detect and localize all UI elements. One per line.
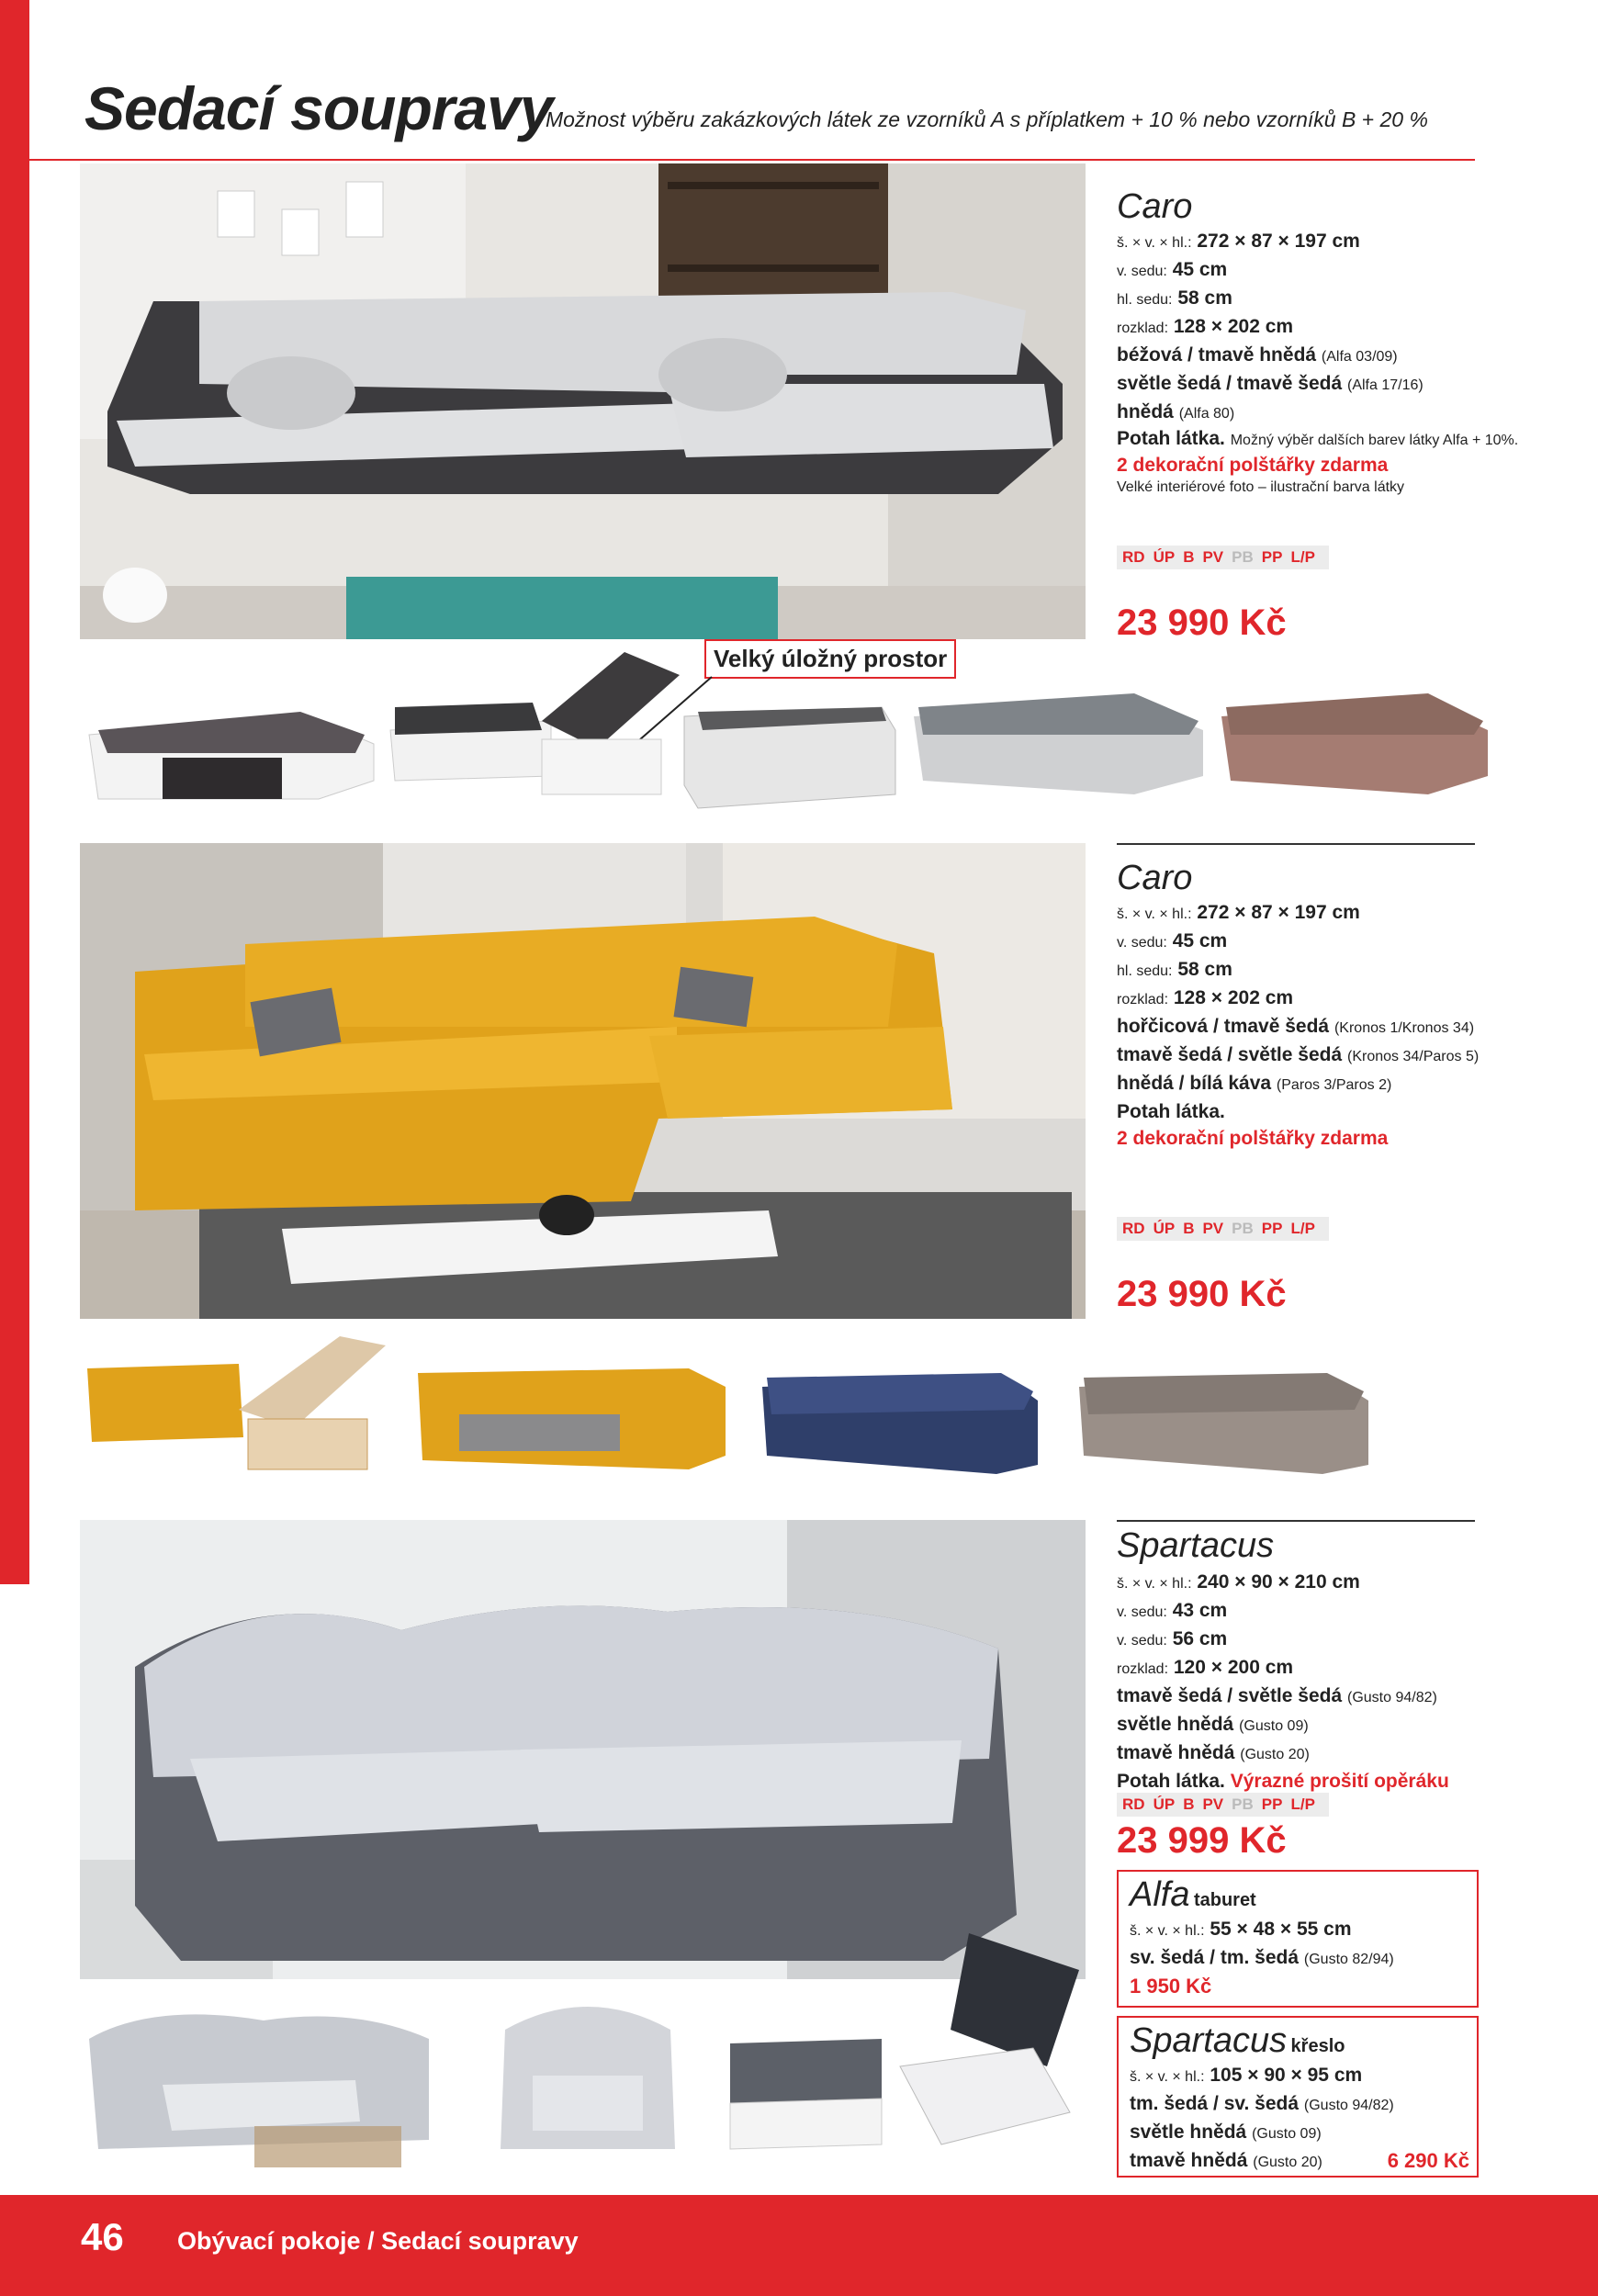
feature-codes [1117,1217,1329,1241]
side-accent-bar [0,0,29,1584]
bed-label: rozklad: [1117,992,1169,1007]
dims-label: š. × v. × hl.: [1130,2069,1205,2085]
code-pp: PP [1261,1795,1283,1813]
material: Potah látka. [1117,1771,1225,1792]
product-name: Spartacus [1117,1526,1275,1565]
seat-depth-label: v. sedu: [1117,1633,1167,1649]
armchair-name: Spartacus [1130,2021,1288,2060]
spartacus-thumb-bed[interactable] [80,2002,438,2177]
color-code: (Gusto 94/82) [1303,2098,1394,2113]
bed-value: 120 × 200 cm [1173,1657,1294,1678]
color-option: tmavě šedá / světle šedá [1117,1685,1343,1706]
color-option: sv. šedá / tm. šedá [1130,1947,1300,1968]
color-option: hnědá / bílá káva [1117,1073,1272,1094]
code-b: B [1183,1795,1195,1813]
bonus-text: 2 dekorační polštářky zdarma [1117,1128,1389,1149]
color-option: hořčicová / tmavě šedá [1117,1016,1330,1037]
color-option: světle šedá / tmavě šedá [1117,373,1343,394]
code-pv: PV [1202,1220,1224,1237]
color-code: (Kronos 1/Kronos 34) [1334,1020,1475,1036]
dims-label: š. × v. × hl.: [1117,1576,1192,1592]
code-rd: RD [1122,1220,1145,1237]
feature-codes [1117,1793,1329,1817]
material: Potah látka. [1117,428,1225,449]
color-option: tmavě hnědá [1130,2150,1248,2171]
bonus-text: 2 dekorační polštářky zdarma [1117,455,1389,476]
header-divider [29,159,1475,161]
color-code: (Gusto 20) [1253,2155,1322,2170]
color-code: (Gusto 09) [1252,2126,1322,2142]
color-option: béžová / tmavě hnědá [1117,344,1317,366]
code-pb: PB [1232,1220,1254,1237]
code-lp: L/P [1290,1220,1315,1237]
dims-label: š. × v. × hl.: [1117,906,1192,922]
seat-depth-value: 58 cm [1177,287,1232,309]
bed-label: rozklad: [1117,321,1169,336]
product-price: 23 999 Kč [1117,1820,1287,1861]
caro-thumb-bed[interactable] [80,680,378,808]
dims-value: 105 × 90 × 95 cm [1210,2065,1363,2086]
storage-callout: Velký úložný prostor [704,639,956,679]
bonus-text: Výrazné prošití opěráku [1230,1771,1449,1792]
caro-navy-thumb[interactable] [758,1364,1042,1479]
caro-thumb-storage[interactable] [386,647,689,808]
alfa-type: taburet [1193,1890,1256,1910]
material: Potah látka. [1117,1101,1225,1122]
product-name: Caro [1117,859,1193,897]
bed-value: 128 × 202 cm [1173,987,1294,1008]
product-specs [1117,1569,1576,1795]
code-b: B [1183,548,1195,566]
product-name: Caro [1117,187,1193,226]
code-pv: PV [1202,1795,1224,1813]
code-pp: PP [1261,548,1283,566]
bed-value: 128 × 202 cm [1173,316,1294,337]
code-up: ÚP [1153,1795,1176,1813]
dims-value: 272 × 87 × 197 cm [1197,231,1360,252]
alfa-info-box [1117,1870,1479,2008]
color-code: (Kronos 34/Paros 5) [1347,1049,1480,1064]
dims-value: 55 × 48 × 55 cm [1210,1919,1352,1940]
code-pv: PV [1202,548,1224,566]
caro-thumb-grey[interactable] [905,680,1208,799]
bed-label: rozklad: [1117,1661,1169,1677]
color-option: hnědá [1117,401,1174,422]
spartacus-photo[interactable] [80,1520,1086,1979]
page-subtitle: Možnost výběru zakázkových látek ze vzorníků A s příplatkem + 10 % nebo vzorníků B + 20 % [546,107,1428,131]
caro-grey-room-photo[interactable] [80,163,1086,639]
footer-section[interactable]: Obývací pokoje / Sedací soupravy [177,2227,579,2255]
code-rd: RD [1122,548,1145,566]
section-divider [1117,1520,1475,1522]
color-code: (Gusto 82/94) [1303,1952,1394,1967]
armchair-type: křeslo [1290,2036,1345,2056]
code-up: ÚP [1153,548,1176,566]
seat-height-value: 43 cm [1172,1600,1228,1621]
seat-depth-label: hl. sedu: [1117,292,1173,308]
code-lp: L/P [1290,548,1315,566]
color-code: (Gusto 20) [1240,1747,1310,1762]
code-pb: PB [1232,548,1254,566]
dims-label: š. × v. × hl.: [1117,235,1192,251]
color-code: (Alfa 03/09) [1321,349,1398,365]
caro-thumb-brown[interactable] [1217,680,1492,799]
photo-note: Velké interiérové foto – ilustrační barva látky [1117,479,1405,495]
color-code: (Paros 3/Paros 2) [1276,1077,1392,1093]
color-option: světle hnědá [1117,1714,1234,1735]
code-b: B [1183,1220,1195,1237]
seat-height-value: 45 cm [1172,259,1228,280]
seat-depth-label: hl. sedu: [1117,963,1173,979]
alfa-taburet-thumb[interactable] [721,2020,891,2167]
color-option: tm. šedá / sv. šedá [1130,2093,1300,2114]
color-option: světle hnědá [1130,2122,1247,2143]
armchair-price: 6 290 Kč [1387,2149,1469,2172]
seat-depth-value: 56 cm [1172,1628,1228,1649]
product-specs [1117,228,1576,497]
caro-taupe-thumb[interactable] [1075,1364,1373,1479]
product-specs [1117,899,1576,1152]
caro-mustard-room-photo[interactable] [80,843,1086,1319]
armchair-info-box [1117,2016,1479,2178]
dims-label: š. × v. × hl.: [1130,1923,1205,1939]
color-code: (Gusto 09) [1239,1718,1309,1734]
dims-value: 272 × 87 × 197 cm [1197,902,1360,923]
alfa-name: Alfa [1130,1875,1190,1914]
code-up: ÚP [1153,1220,1176,1237]
code-pp: PP [1261,1220,1283,1237]
page-title: Sedací soupravy [84,74,553,142]
color-option: tmavě šedá / světle šedá [1117,1044,1343,1065]
section-divider [1117,843,1475,845]
material-note: Možný výběr dalších barev látky Alfa + 10%. [1230,433,1519,448]
code-pb: PB [1232,1795,1254,1813]
color-option: tmavě hnědá [1117,1742,1235,1763]
color-code: (Alfa 80) [1178,406,1235,422]
code-rd: RD [1122,1795,1145,1813]
color-code: (Gusto 94/82) [1347,1690,1437,1705]
seat-height-value: 45 cm [1172,930,1228,951]
caro-mustard-thumb-bed[interactable] [413,1355,730,1474]
spartacus-armchair-thumb[interactable] [487,1993,689,2167]
alfa-taburet-open-thumb[interactable] [895,1929,1097,2149]
page-number: 46 [81,2215,124,2258]
alfa-price: 1 950 Kč [1130,1975,1212,1998]
product-price: 23 990 Kč [1117,1274,1287,1314]
caro-thumb-back[interactable] [680,693,900,813]
code-lp: L/P [1290,1795,1315,1813]
product-price: 23 990 Kč [1117,602,1287,643]
caro-mustard-thumb-storage[interactable] [83,1318,390,1483]
seat-height-label: v. sedu: [1117,935,1167,951]
seat-height-label: v. sedu: [1117,264,1167,279]
color-code: (Alfa 17/16) [1347,377,1424,393]
seat-height-label: v. sedu: [1117,1604,1167,1620]
feature-codes [1117,546,1329,569]
seat-depth-value: 58 cm [1177,959,1232,980]
dims-value: 240 × 90 × 210 cm [1197,1571,1360,1593]
